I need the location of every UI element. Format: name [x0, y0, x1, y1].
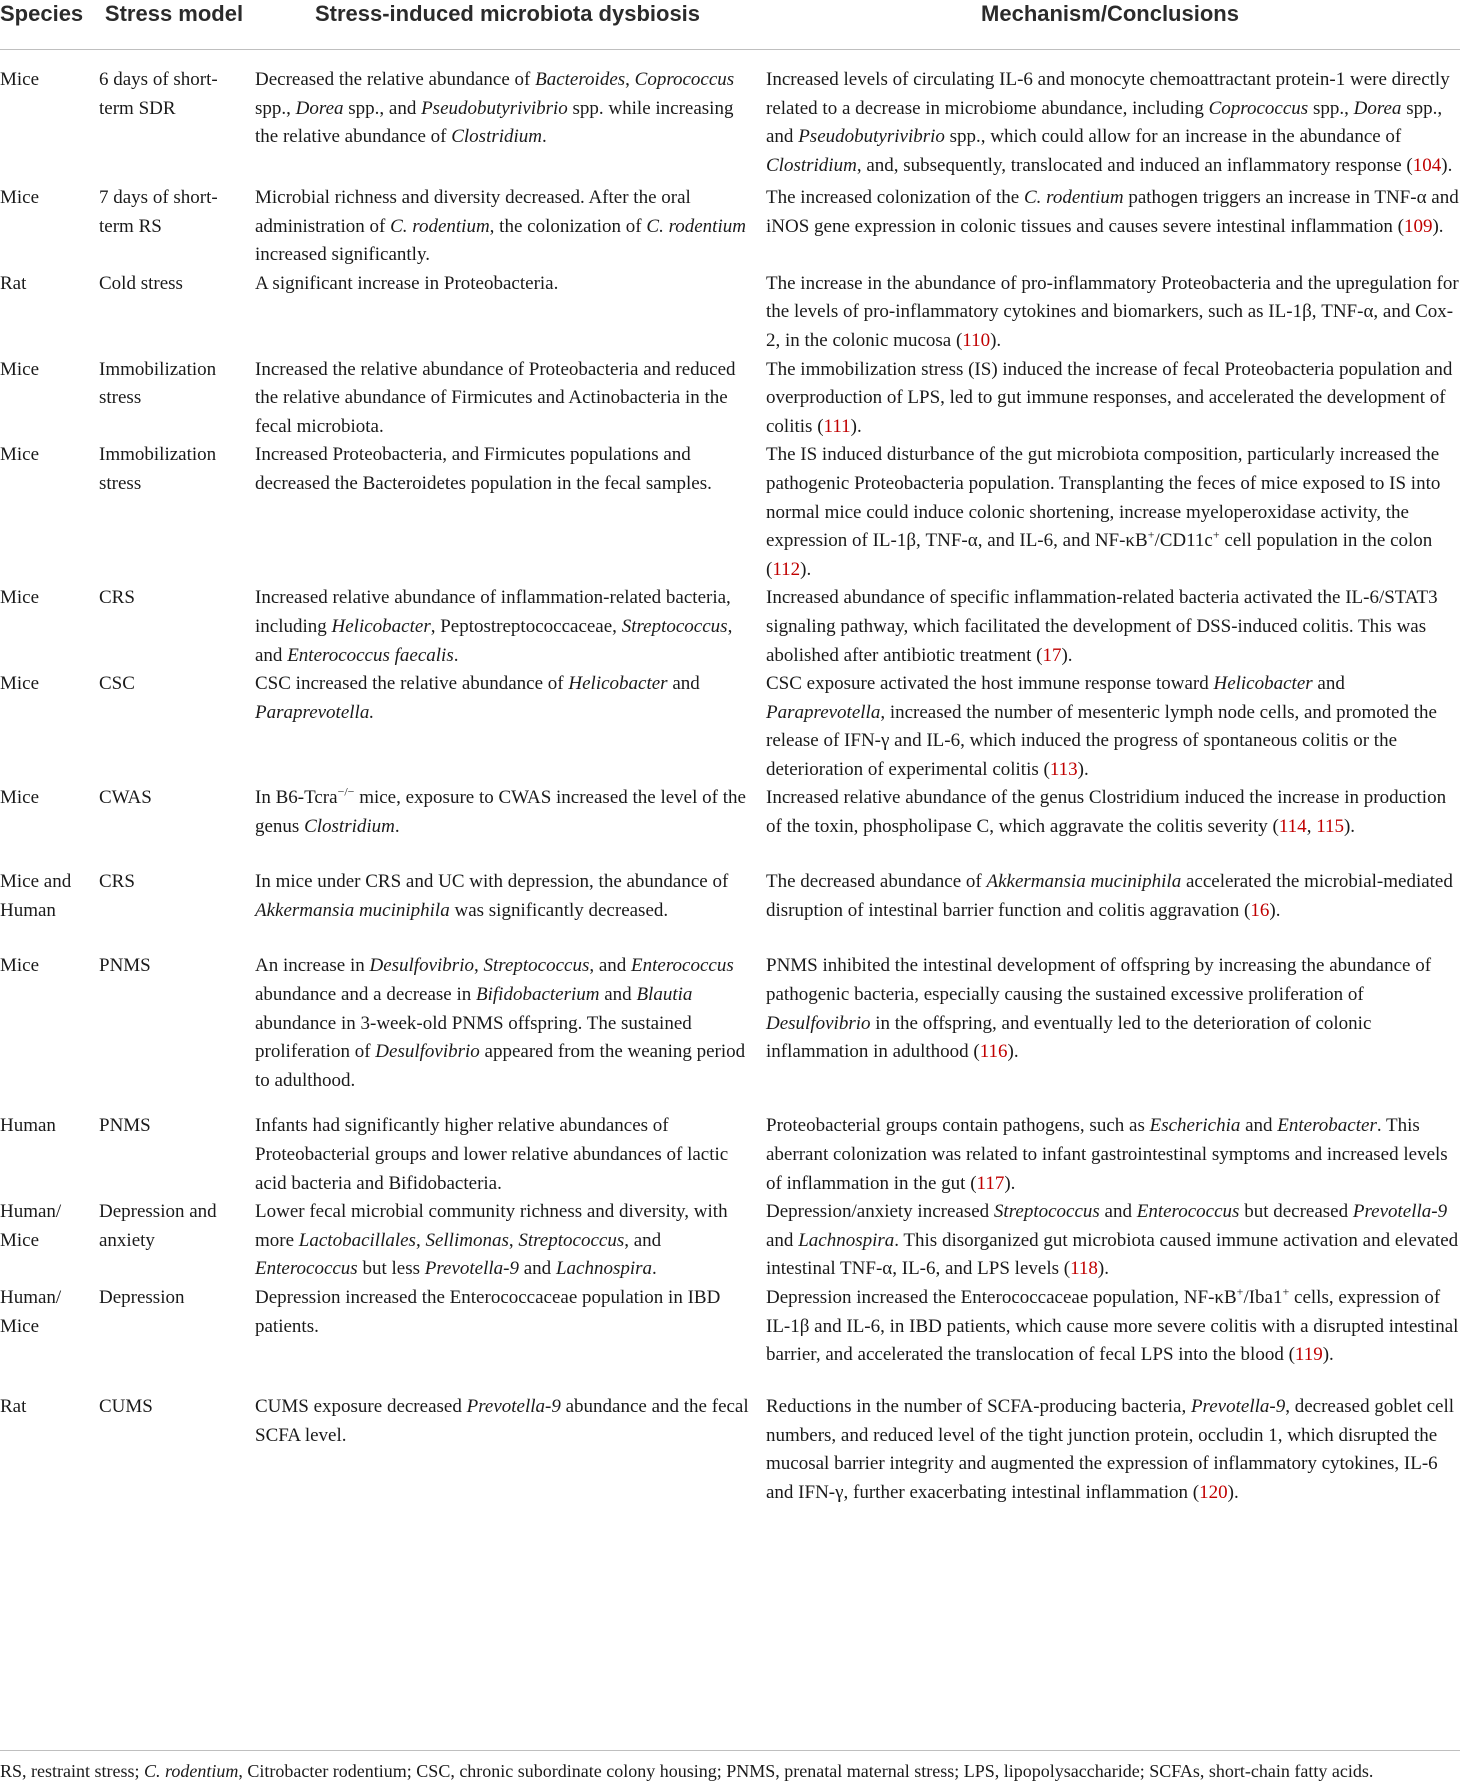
- cell-species: Mice and Human: [0, 871, 72, 922]
- cell-mechanism: The increased colonization of the C. rodentium pathogen triggers an increase in TNF-α and iNOS gene expression in colonic tissues and causes severe intestinal inflammation (109).: [766, 187, 1459, 237]
- cell-mechanism: Increased relative abundance of the genus Clostridium induced the increase in production of the toxin, phospholipase C, which aggravate the colitis severity (114, 115).: [766, 787, 1447, 838]
- cell-stress-model: Immobilization stress: [99, 444, 217, 494]
- cell-stress-model: Immobilization stress: [99, 358, 217, 409]
- cell-stress-model: CUMS: [99, 1396, 153, 1418]
- cell-dysbiosis: In B6-Tcra−/− mice, exposure to CWAS increased the level of the genus Clostridium.: [255, 785, 746, 838]
- cell-species: Human: [0, 1115, 56, 1137]
- cell-stress-model: CWAS: [99, 787, 152, 809]
- header-dysbiosis: Stress-induced microbiota dysbiosis: [255, 0, 766, 50]
- cell-species: Mice: [0, 955, 40, 977]
- cell-mechanism: CSC exposure activated the host immune response toward Helicobacter and Paraprevotella, increased the number of mesenteric lymph node cells, and promoted the release of IFN-γ and IL-6, which induced the progress of spontaneous colitis or the deterioration of experimental colitis (113).: [766, 673, 1437, 780]
- table-row: [0, 356, 1460, 442]
- table-header: [0, 0, 1460, 50]
- table-row: [0, 584, 1460, 670]
- table-row: [0, 270, 1460, 356]
- cell-dysbiosis: An increase in Desulfovibrio, Streptococcus, and Enterococcus abundance and a decrease in Bifidobacterium and Blautia abundance in 3-week-old PNMS offspring. The sustained proliferation of Desulfovibrio appeared from the weaning period to adulthood.: [255, 955, 746, 1091]
- table-row: [0, 784, 1460, 868]
- cell-species: Mice: [0, 673, 40, 695]
- cell-stress-model: 7 days of short-term RS: [99, 187, 218, 237]
- cell-dysbiosis: CUMS exposure decreased Prevotella-9 abundance and the fecal SCFA level.: [255, 1396, 749, 1446]
- cell-species: Mice: [0, 69, 40, 90]
- cell-dysbiosis: Infants had significantly higher relative abundances of Proteobacterial groups and lower relative abundances of lactic acid bacteria and Bifidobacteria.: [255, 1115, 729, 1194]
- cell-dysbiosis: Microbial richness and diversity decreased. After the oral administration of C. rodentium, the colonization of C. rodentium increased significantly.: [255, 187, 746, 266]
- cell-stress-model: CSC: [99, 673, 135, 695]
- table-row: [0, 868, 1460, 952]
- cell-species: Human/ Mice: [0, 1287, 62, 1337]
- cell-stress-model: PNMS: [99, 955, 151, 977]
- cell-species: Rat: [0, 272, 27, 294]
- cell-stress-model: CRS: [99, 871, 135, 893]
- table-row: [0, 1112, 1460, 1198]
- header-mechanism: Mechanism/Conclusions: [766, 0, 1460, 50]
- table-row: [0, 952, 1460, 1112]
- cell-species: Mice: [0, 587, 40, 609]
- table-row: [0, 1393, 1460, 1527]
- table-footnote: RS, restraint stress; C. rodentium, Citrobacter rodentium; CSC, chronic subordinate colony housing; PNMS, prenatal maternal stress; LPS, lipopolysaccharide; SCFAs, short-chain fatty acids.: [0, 1750, 1460, 1783]
- cell-dysbiosis: Depression increased the Enterococcaceae population in IBD patients.: [255, 1287, 721, 1337]
- cell-mechanism: Increased levels of circulating IL-6 and monocyte chemoattractant protein-1 were directly related to a decrease in microbiome abundance, including Coprococcus spp., Dorea spp., and Pseudobutyrivibrio spp., which could allow for an increase in the abundance of Clostridium, and, subsequently, translocated and induced an inflammatory response (104).: [766, 69, 1453, 176]
- cell-mechanism: Proteobacterial groups contain pathogens, such as Escherichia and Enterobacter. This aberrant colonization was related to infant gastrointestinal symptoms and increased levels of inflammation in the gut (117).: [766, 1115, 1448, 1194]
- cell-mechanism: The increase in the abundance of pro-inflammatory Proteobacteria and the upregulation for the levels of pro-inflammatory cytokines and biomarkers, such as IL-1β, TNF-α, and Cox-2, in the colonic mucosa (110).: [766, 272, 1459, 351]
- cell-dysbiosis: Increased Proteobacteria, and Firmicutes populations and decreased the Bacteroidetes population in the fecal samples.: [255, 444, 712, 494]
- cell-species: Human/ Mice: [0, 1201, 62, 1251]
- cell-stress-model: Depression: [99, 1287, 185, 1309]
- cell-dysbiosis: Lower fecal microbial community richness and diversity, with more Lactobacillales, Sellimonas, Streptococcus, and Enterococcus but less Prevotella-9 and Lachnospira.: [255, 1201, 728, 1280]
- cell-mechanism: The decreased abundance of Akkermansia muciniphila accelerated the microbial-mediated disruption of intestinal barrier function and colitis aggravation (16).: [766, 871, 1453, 922]
- cell-species: Mice: [0, 444, 40, 466]
- cell-mechanism: PNMS inhibited the intestinal development of offspring by increasing the abundance of pathogenic bacteria, especially causing the sustained excessive proliferation of Desulfovibrio in the offspring, and eventually led to the deterioration of colonic inflammation in adulthood (116).: [766, 955, 1432, 1063]
- header-row: [0, 0, 1460, 50]
- cell-dysbiosis: A significant increase in Proteobacteria.: [255, 272, 559, 294]
- cell-dysbiosis: CSC increased the relative abundance of Helicobacter and Paraprevotella.: [255, 673, 700, 723]
- cell-mechanism: Depression/anxiety increased Streptococcus and Enterococcus but decreased Prevotella-9 and Lachnospira. This disorganized gut microbiota caused immune activation and elevated intestinal TNF-α, IL-6, and LPS levels (118).: [766, 1201, 1459, 1280]
- cell-mechanism: The immobilization stress (IS) induced the increase of fecal Proteobacteria population and overproduction of LPS, led to gut immune responses, and accelerated the development of colitis (111).: [766, 358, 1453, 437]
- cell-species: Mice: [0, 187, 40, 208]
- cell-stress-model: 6 days of short-term SDR: [99, 69, 218, 119]
- cell-mechanism: The IS induced disturbance of the gut microbiota composition, particularly increased the pathogenic Proteobacteria population. Transplanting the feces of mice exposed to IS into normal mice could induce colonic shortening, increase myeloperoxidase activity, the expression of IL-1β, TNF-α, and IL-6, and NF-κB+/CD11c+ cell population in the colon (112).: [766, 444, 1441, 580]
- table-body: [0, 50, 1460, 1528]
- cell-mechanism: Reductions in the number of SCFA-producing bacteria, Prevotella-9, decreased goblet cell numbers, and reduced level of the tight junction protein, occludin 1, which disrupted the mucosal barrier integrity and augmented the expression of inflammatory cytokines, IL-6 and IFN-γ, further exacerbating intestinal inflammation (120).: [766, 1396, 1455, 1503]
- table-row: [0, 1198, 1460, 1284]
- cell-dysbiosis: Increased the relative abundance of Proteobacteria and reduced the relative abundance of Firmicutes and Actinobacteria in the fecal microbiota.: [255, 358, 736, 437]
- cell-mechanism: Increased abundance of specific inflammation-related bacteria activated the IL-6/STAT3 signaling pathway, which facilitated the development of DSS-induced colitis. This was abolished after antibiotic treatment (17).: [766, 587, 1438, 666]
- cell-stress-model: CRS: [99, 587, 135, 609]
- cell-stress-model: Cold stress: [99, 272, 183, 294]
- cell-species: Rat: [0, 1396, 27, 1418]
- cell-dysbiosis: Decreased the relative abundance of Bacteroides, Coprococcus spp., Dorea spp., and Pseudobutyrivibrio spp. while increasing the relative abundance of Clostridium.: [255, 69, 735, 148]
- header-species: Species: [0, 0, 99, 50]
- cell-species: Mice: [0, 787, 40, 809]
- table-row: [0, 1284, 1460, 1393]
- cell-mechanism: Depression increased the Enterococcaceae population, NF-κB+/Iba1+ cells, expression of IL-1β and IL-6, in IBD patients, which cause more severe colitis with a disrupted intestinal barrier, and accelerated the translocation of fecal LPS into the blood (119).: [766, 1284, 1459, 1366]
- cell-dysbiosis: In mice under CRS and UC with depression, the abundance of Akkermansia muciniphila was significantly decreased.: [255, 871, 729, 922]
- header-stress-model: Stress model: [99, 0, 255, 50]
- table-row: [0, 184, 1460, 270]
- cell-species: Mice: [0, 358, 40, 380]
- cell-stress-model: Depression and anxiety: [99, 1201, 217, 1251]
- table-row: [0, 441, 1460, 584]
- table-row: [0, 670, 1460, 784]
- cell-stress-model: PNMS: [99, 1115, 151, 1137]
- cell-dysbiosis: Increased relative abundance of inflammation-related bacteria, including Helicobacter, Peptostreptococcaceae, Streptococcus, and Enterococcus faecalis.: [255, 587, 733, 666]
- table-row: [0, 50, 1460, 185]
